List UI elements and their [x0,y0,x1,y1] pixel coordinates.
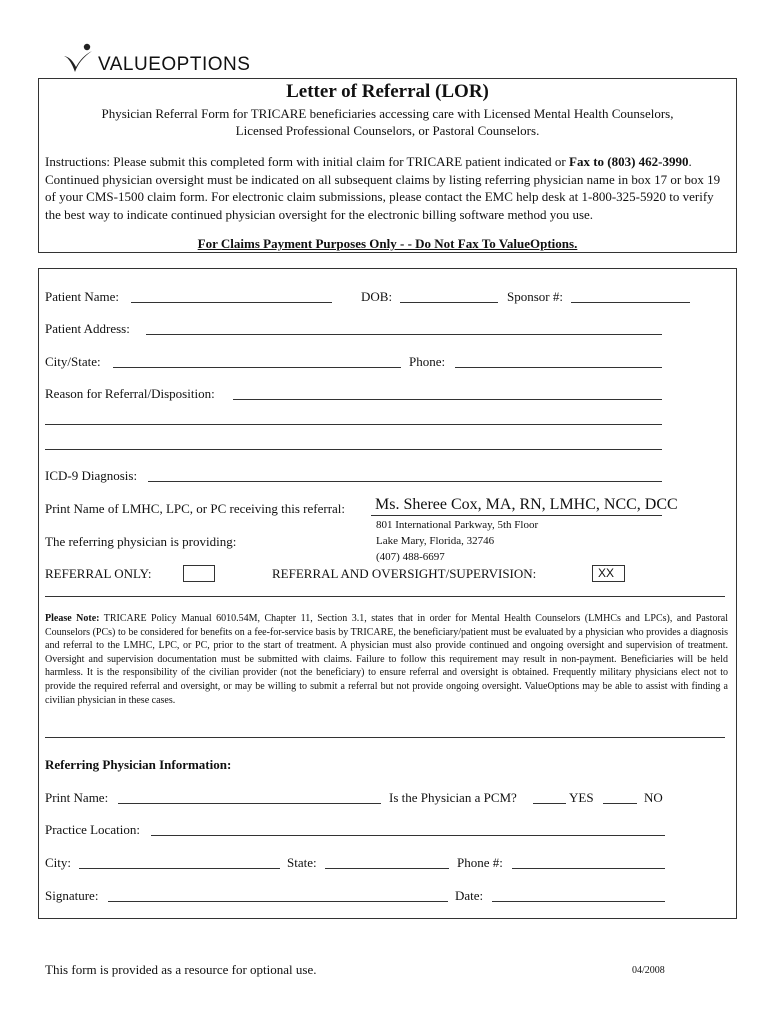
physician-phone-label: Phone #: [457,855,503,870]
form-subtitle: Physician Referral Form for TRICARE beneficiaries accessing care with Licensed Mental Health Counselors, Licensed Professional Counselors, or Pastoral Counselors. [101,106,674,138]
divider-bottom [45,737,725,738]
physician-print-name-label: Print Name: [45,790,109,805]
physician-section-heading: Referring Physician Information: [45,757,232,772]
physician-city-label: City: [45,855,72,870]
reason-field-line-3[interactable] [45,449,662,450]
physician-print-name-field[interactable] [118,803,381,804]
date-field[interactable] [492,901,665,902]
physician-state-field[interactable] [325,868,449,869]
sponsor-label: Sponsor #: [507,289,563,304]
divider-top [45,596,725,597]
date-label: Date: [455,888,484,903]
physician-city-field[interactable] [79,868,280,869]
instructions-fax-number: Fax to (803) 462-3990 [569,154,689,169]
patient-name-field[interactable] [131,302,332,303]
form-title: Letter of Referral (LOR) [286,81,489,102]
physician-state-label: State: [287,855,317,870]
pcm-yes-label: YES [569,790,594,805]
instructions [45,153,730,223]
icd9-field[interactable] [148,481,662,482]
logo-text: VALUEOPTIONS [98,54,251,75]
practice-location-field[interactable] [151,835,665,836]
icd9-label: ICD-9 Diagnosis: [45,468,138,483]
reason-label: Reason for Referral/Disposition: [45,386,215,401]
city-state-field[interactable] [113,367,401,368]
footer-note: This form is provided as a resource for optional use. [45,962,317,977]
form-box [38,268,737,919]
pcm-no-label: NO [644,790,663,805]
please-note-heading: Please Note: [45,613,100,624]
signature-label: Signature: [45,888,99,903]
counselor-address-line-2: Lake Mary, Florida, 32746 [376,535,495,547]
sponsor-field[interactable] [571,302,690,303]
counselor-address-line-1: 801 International Parkway, 5th Floor [376,519,539,531]
patient-name-label: Patient Name: [45,289,120,304]
counselor-name-value: Ms. Sheree Cox, MA, RN, LMHC, NCC, DCC [375,496,678,513]
counselor-phone: (407) 488-6697 [376,551,445,563]
instructions-text-1: Instructions: Please submit this completed form with initial claim for TRICARE patient indicated or [45,154,569,169]
dob-field[interactable] [400,302,498,303]
city-state-label: City/State: [45,354,101,369]
signature-field[interactable] [108,901,448,902]
dob-label: DOB: [361,289,393,304]
valueoptions-logo [62,42,250,76]
referral-oversight-label: REFERRAL AND OVERSIGHT/SUPERVISION: [272,566,537,581]
claims-purpose-note: For Claims Payment Purposes Only - - Do Not Fax To ValueOptions. [197,236,578,251]
patient-address-label: Patient Address: [45,321,130,336]
reason-field-line-2[interactable] [45,424,662,425]
referral-only-checkbox[interactable] [183,565,215,582]
providing-label: The referring physician is providing: [45,534,237,549]
counselor-name-label: Print Name of LMHC, LPC, or PC receiving this referral: [45,501,346,516]
physician-phone-field[interactable] [512,868,665,869]
reason-field-line-1[interactable] [233,399,662,400]
referral-only-label: REFERRAL ONLY: [45,566,152,581]
form-version-date: 04/2008 [632,965,665,976]
pcm-no-field[interactable] [603,803,637,804]
oversight-checkbox-value: XX [598,566,615,580]
please-note-body: TRICARE Policy Manual 6010.54M, Chapter 11, Section 3.1, states that in order for Mental Health Counselors (LMHCs and LPCs), and Pastoral Counselors (PCs) to be considered for benefits on a fee-for-service basis by TRICARE, the beneficiary/patient must be evaluated by a physician who provides a diagnosis and referral to the LMHC, LPC, or PC, prior to the start of treatment. A physician must also provide continued and ongoing oversight and supervision of treatment. Oversight and supervision documentation must be submitted with claims. Failure to follow this requirement may result in non-payment. Beneficiaries will be held harmless. It is the responsibility of the civilian provider (not the beneficiary) to ensure referral and oversight is obtained. Frequently military physicians elect not to provide the required referral and oversight, or may be willing to submit a referral but not provide ongoing oversight. ValueOptions may be able to assist with finding a civilian physician in these cases. [45,613,728,706]
counselor-name-field[interactable] [371,515,662,516]
pcm-question: Is the Physician a PCM? [389,790,517,805]
practice-location-label: Practice Location: [45,822,140,837]
instructions-text-2: . Continued physician oversight must be indicated on all subsequent claims by listing referring physician name in box 17 or box 19 of your CMS-1500 claim form. For electronic claim submissions, please contact the EMC help desk at 1-800-325-5920 to verify the best way to indicate continued physician oversight for the electronic billing software method you use. [45,154,721,222]
patient-phone-label: Phone: [409,354,446,369]
pcm-yes-field[interactable] [533,803,566,804]
patient-address-field[interactable] [146,334,662,335]
person-checkmark-logo-icon [62,42,96,76]
referral-oversight-checkbox[interactable] [592,565,625,582]
patient-phone-field[interactable] [455,367,662,368]
please-note-paragraph [45,612,728,707]
